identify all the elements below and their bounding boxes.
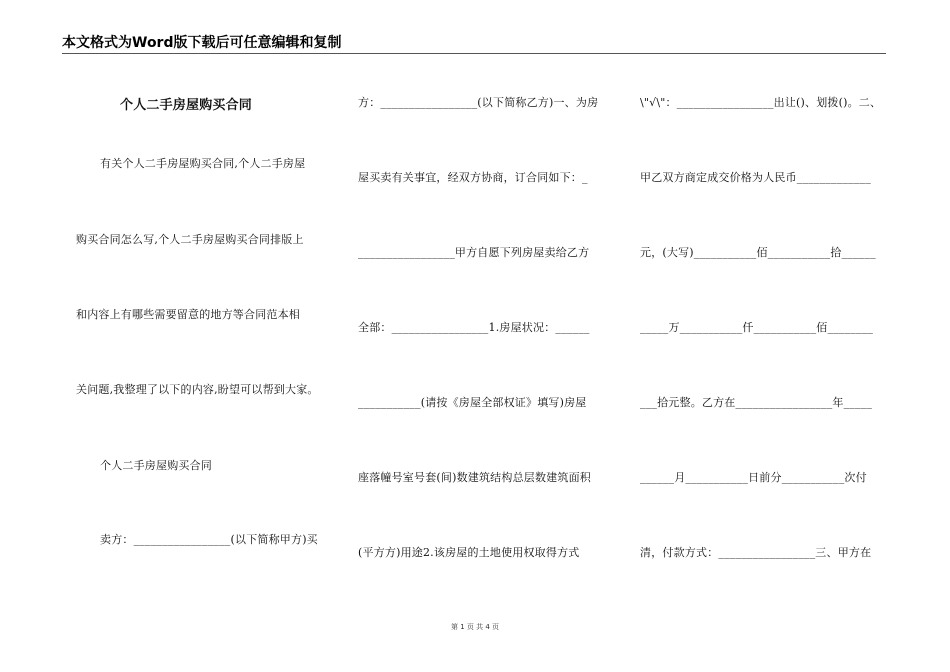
contract-title: 个人二手房屋购买合同	[120, 98, 253, 113]
text-line: (平方方)用途2.该房屋的土地使用权取得方式	[358, 546, 580, 559]
header-divider	[62, 53, 886, 54]
text-line: _____万___________仟___________佰________	[640, 321, 874, 334]
text-line: 卖方：_________________(以下简称甲方)买	[100, 533, 318, 546]
text-line: 全部：_________________1.房屋状况：______	[358, 321, 590, 334]
text-line: 有关个人二手房屋购买合同,个人二手房屋	[100, 157, 306, 170]
section-heading: 个人二手房屋购买合同	[100, 459, 212, 472]
text-line: ___________(请按《房屋全部权证》填写)房屋	[358, 396, 587, 409]
text-line: 清，付款方式：_________________三、甲方在	[640, 546, 872, 559]
text-line: 和内容上有哪些需要留意的地方等合同范本相	[76, 308, 300, 321]
text-line: 关问题,我整理了以下的内容,盼望可以帮到大家。	[76, 383, 319, 396]
text-line: 座落幢号室号套(间)数建筑结构总层数建筑面积	[358, 471, 591, 484]
text-line: 屋买卖有关事宜，经双方协商，订合同如下：_	[358, 171, 588, 184]
text-line: _________________甲方自愿下列房屋卖给乙方	[358, 246, 590, 259]
text-line: 方：_________________(以下简称乙方)一、为房	[358, 96, 599, 109]
text-line: ___拾元整。乙方在_________________年_____	[640, 396, 873, 409]
page-number: 第 1 页 共 4 页	[450, 623, 500, 631]
text-line: 购买合同怎么写,个人二手房屋购买合同排版上	[76, 233, 304, 246]
document-header: 本文格式为Word版下载后可任意编辑和复制	[62, 35, 342, 51]
text-line: 甲乙双方商定成交价格为人民币_____________	[640, 171, 871, 184]
text-line: \"√\"：_________________出让()、划拨()。二、	[640, 96, 882, 109]
text-line: ______月___________日前分___________次付	[640, 471, 867, 484]
text-line: 元，(大写)___________佰___________拾______	[640, 246, 876, 259]
